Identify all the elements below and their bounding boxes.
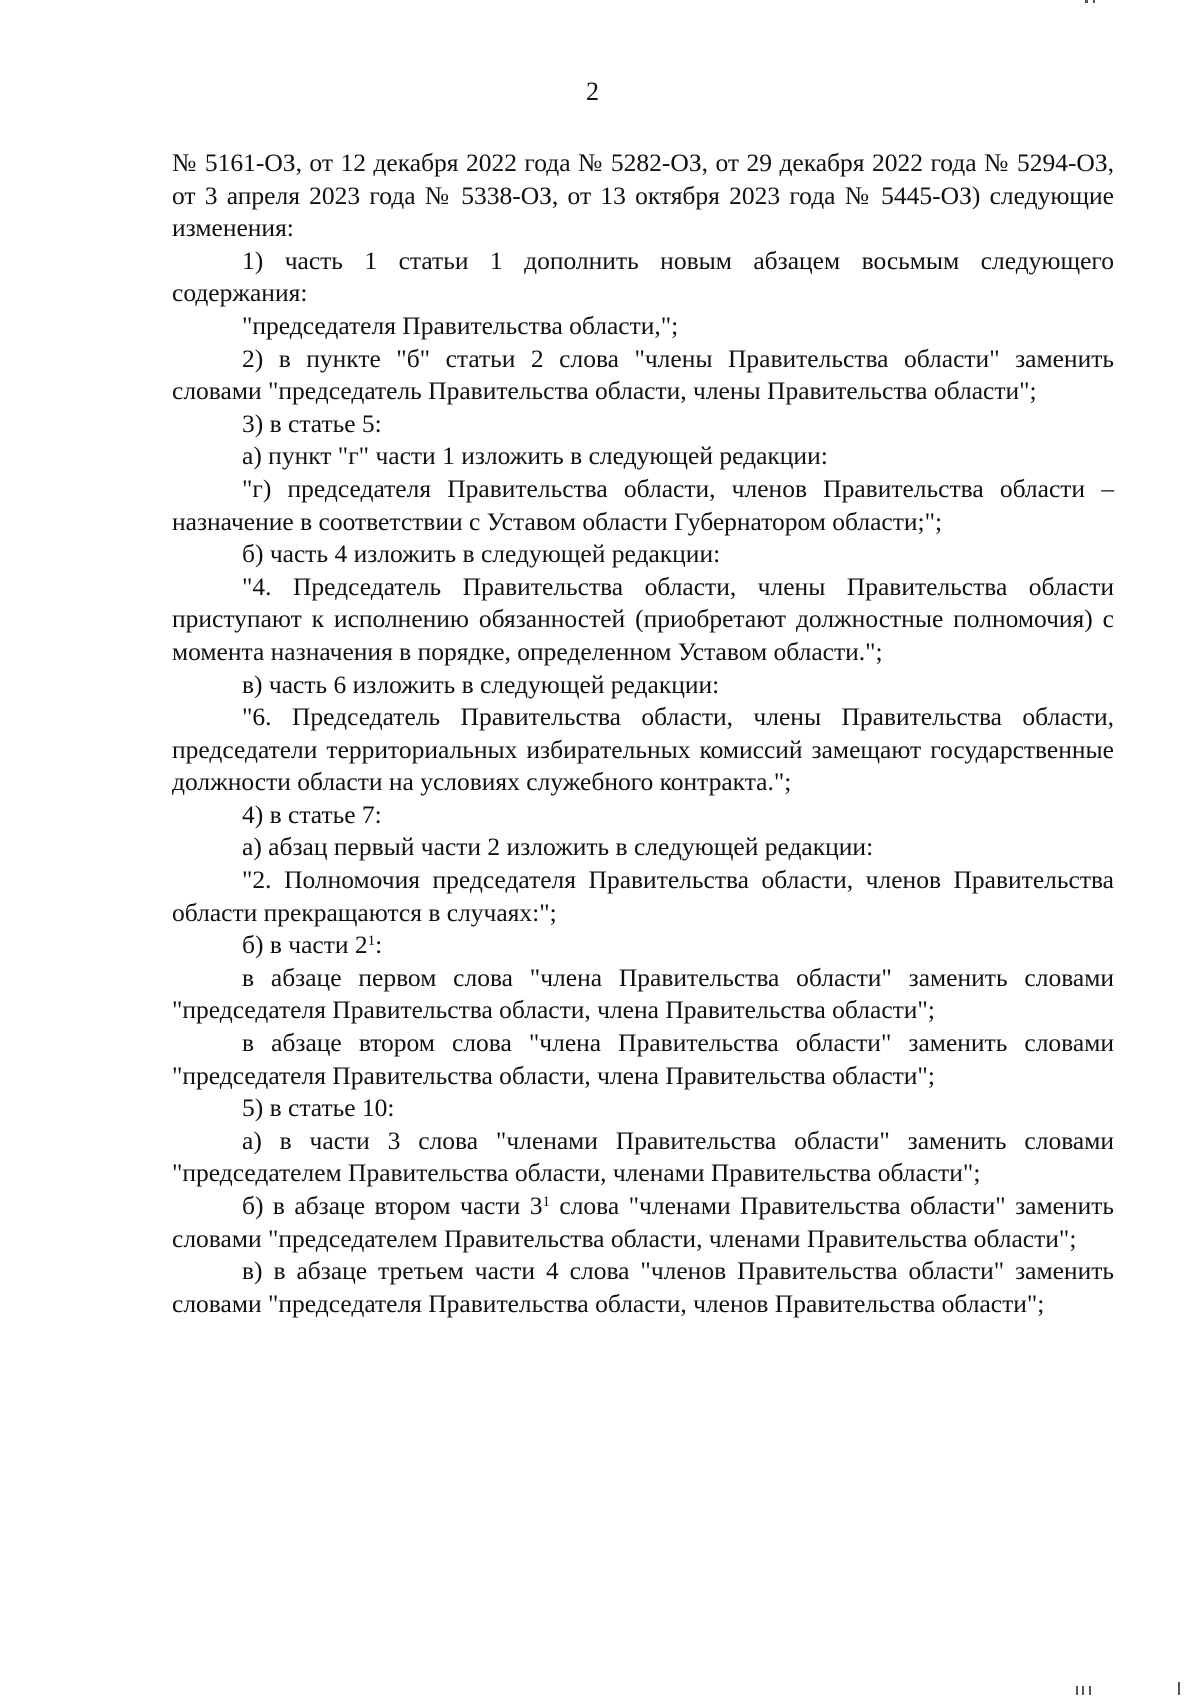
paragraph: № 5161-ОЗ, от 12 декабря 2022 года № 5282-ОЗ, от 29 декабря 2022 года № 5294-ОЗ, от 3 апреля 2023 года № 5338-ОЗ, от 13 октября 2023 года № 5445-ОЗ) следующие изменения: — [172, 148, 1114, 243]
paragraph: "6. Председатель Правительства области, члены Правительства области, председатели территориальных избирательных комиссий замещают государственные должности области на условиях служебного контракта."; — [172, 702, 1114, 797]
scan-artifact — [1089, 1686, 1091, 1695]
paragraph: "4. Председатель Правительства области, члены Правительства области приступают к исполнению обязанностей (приобретают должностные полномочия) с момента назначения в порядке, определенном Уставом области."; — [172, 571, 1114, 666]
paragraph: в абзаце первом слова "члена Правительства области" заменить словами "председателя Правительства области, члена Правительства области"; — [172, 962, 1114, 1025]
paragraph-text: : — [375, 930, 383, 960]
document-body — [172, 147, 1114, 1320]
paragraph: 3) в статье 5: — [242, 408, 382, 438]
page-number: 2 — [586, 77, 599, 106]
paragraph: в абзаце втором слова "члена Правительства области" заменить словами "председателя Правительства области, члена Правительства области"; — [172, 1028, 1114, 1090]
paragraph: в) часть 6 изложить в следующей редакции: — [242, 669, 720, 699]
paragraph: 5) в статье 10: — [242, 1093, 395, 1123]
scan-artifact — [1085, 0, 1088, 3]
paragraph — [172, 1190, 1114, 1255]
paragraph: 2) в пункте "б" статьи 2 слова "члены Правительства области" заменить словами "председатель Правительства области, члены Правительства области"; — [172, 343, 1114, 406]
scan-artifact — [1093, 0, 1095, 3]
scan-artifact — [1082, 1686, 1084, 1695]
paragraph: 4) в статье 7: — [242, 799, 382, 829]
paragraph-text: слова "членами Правительства области" заменить словами "председателем Правительства области, членами Правительства области"; — [172, 1191, 1114, 1253]
paragraph-text: б) в части 2 — [242, 930, 368, 960]
scan-artifact — [1178, 1682, 1180, 1695]
scan-artifact — [1076, 1686, 1078, 1695]
paragraph: "г) председателя Правительства области, членов Правительства области – назначение в соответствии с Уставом области Губернатором области;"; — [172, 473, 1114, 536]
paragraph: б) часть 4 изложить в следующей редакции: — [242, 539, 721, 569]
superscript: 1 — [367, 932, 376, 949]
paragraph: а) пункт "г" части 1 изложить в следующей редакции: — [242, 441, 828, 471]
paragraph: а) в части 3 слова "членами Правительства области" заменить словами "председателем Правительства области, членами Правительства области"; — [172, 1125, 1114, 1188]
paragraph: а) абзац первый части 2 изложить в следующей редакции: — [242, 832, 874, 862]
paragraph-text: б) в абзаце втором части 3 — [242, 1191, 543, 1220]
paragraph: "2. Полномочия председателя Правительства области, членов Правительства области прекращаются в случаях:"; — [172, 865, 1114, 927]
superscript: 1 — [542, 1193, 550, 1210]
paragraph: в) в абзаце третьем части 4 слова "членов Правительства области" заменить словами "председателя Правительства области, членов Правительства области"; — [172, 1256, 1114, 1318]
paragraph — [172, 929, 1114, 962]
paragraph: 1) часть 1 статьи 1 дополнить новым абзацем восьмым следующего содержания: — [172, 245, 1114, 308]
paragraph: "председателя Правительства области,"; — [242, 310, 679, 340]
